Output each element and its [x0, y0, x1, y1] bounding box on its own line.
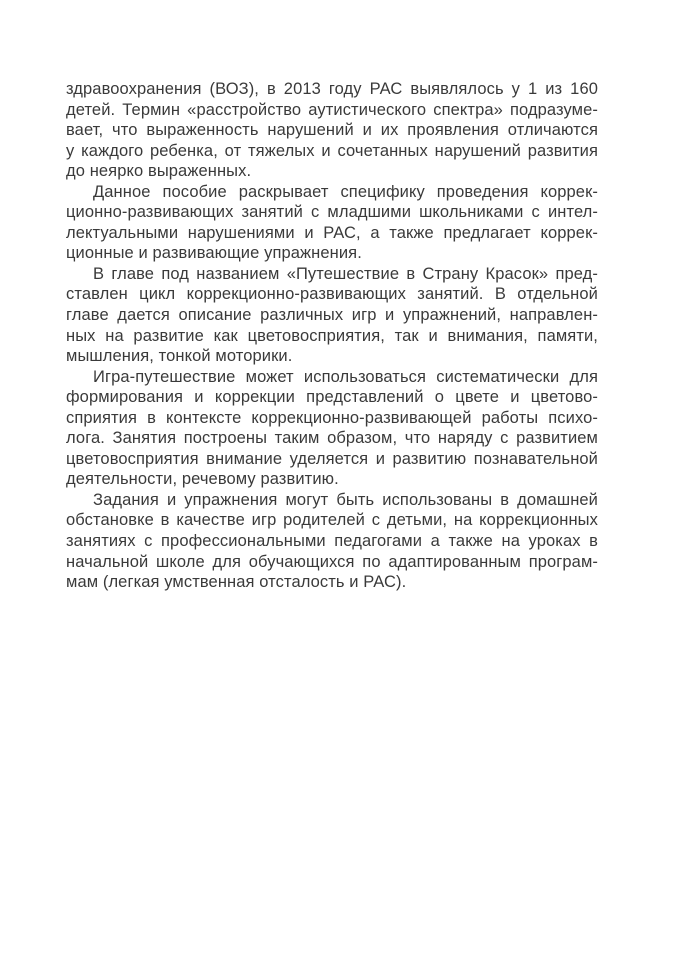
text-line: Данное пособие раскрывает специфику проведения коррек- — [93, 182, 598, 201]
text-line: обстановке в качестве игр родителей с детьми, на коррекционных — [66, 511, 598, 530]
paragraph-5 — [66, 490, 598, 593]
text-line: главе дается описание различных игр и упражнений, направлен- — [66, 306, 598, 325]
paragraph-2 — [66, 182, 598, 264]
text-line: детей. Термин «расстройство аутистического спектра» подразуме- — [66, 100, 598, 119]
text-line: сприятия в контексте коррекционно-развивающей работы психо- — [66, 408, 598, 427]
text-line: вает, что выраженность нарушений и их проявления отличаются — [66, 121, 598, 140]
text-line: мам (легкая умственная отсталость и РАС). — [66, 573, 407, 592]
text-line: лога. Занятия построены таким образом, что наряду с развитием — [66, 429, 598, 448]
text-line: лектуальными нарушениями и РАС, а также предлагает коррек- — [66, 223, 598, 242]
page-text-block — [66, 79, 598, 593]
text-line: ставлен цикл коррекционно-развивающих занятий. В отдельной — [66, 285, 598, 304]
text-line: мышления, тонкой моторики. — [66, 347, 293, 366]
paragraph-3 — [66, 264, 598, 367]
text-line: Игра-путешествие может использоваться систематически для — [93, 367, 598, 386]
text-line: у каждого ребенка, от тяжелых и сочетанных нарушений развития — [66, 141, 598, 160]
text-line: до неярко выраженных. — [66, 162, 252, 181]
text-line: В главе под названием «Путешествие в Страну Красок» пред- — [93, 264, 598, 283]
text-line: цветовосприятия внимание уделяется и развитию познавательной — [66, 449, 598, 468]
text-line: формирования и коррекции представлений о цвете и цветово- — [66, 388, 598, 407]
text-line: ных на развитие как цветовосприятия, так и внимания, памяти, — [66, 326, 598, 345]
text-line: ционно-развивающих занятий с младшими школьниками с интел- — [66, 203, 598, 222]
text-line: деятельности, речевому развитию. — [66, 470, 339, 489]
text-line: Задания и упражнения могут быть использованы в домашней — [93, 490, 598, 509]
text-line: начальной школе для обучающихся по адаптированным програм- — [66, 552, 598, 571]
text-line: ционные и развивающие упражнения. — [66, 244, 362, 263]
paragraph-1 — [66, 79, 598, 182]
text-line: здравоохранения (ВОЗ), в 2013 году РАС выявлялось у 1 из 160 — [66, 80, 598, 98]
paragraph-4 — [66, 367, 598, 490]
text-line: занятиях с профессиональными педагогами а также на уроках в — [66, 532, 598, 551]
